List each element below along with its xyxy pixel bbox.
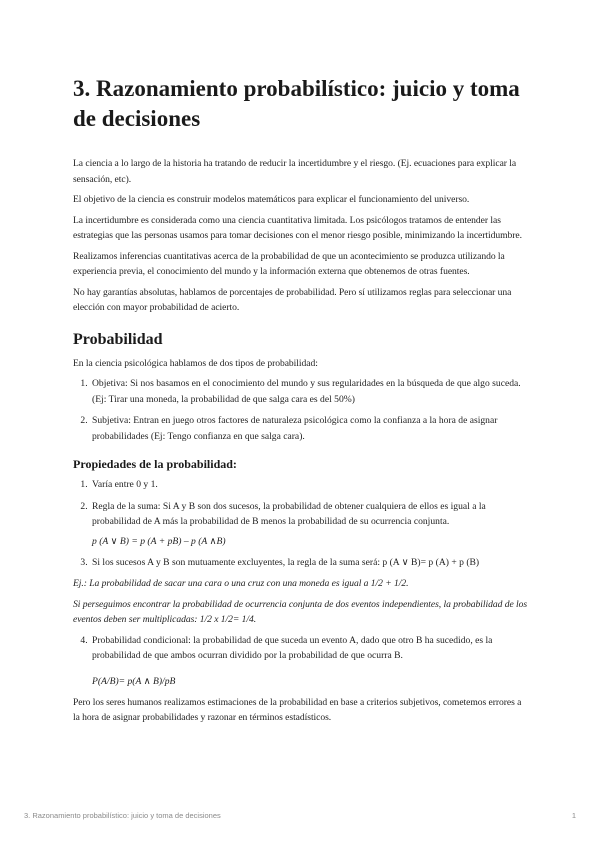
footer-title: 3. Razonamiento probabilístico: juicio y toma de decisiones <box>24 811 221 820</box>
probability-types-list <box>73 376 529 444</box>
list-item <box>90 633 529 689</box>
formula-sum-rule: p (A ∨ B) = p (A + pB) – p (A ∧B) <box>92 535 226 547</box>
intro-paragraph: El objetivo de la ciencia es construir modelos matemáticos para explicar el funcionamiento del universo. <box>73 194 470 205</box>
list-item <box>90 499 529 549</box>
intro-paragraph: La incertidumbre es considerada como una ciencia cuantitativa limitada. Los psicólogos tratamos de entender las estrategias que las personas usamos para tomar decisiones con el menor riesgo posible, minimizando la incertidumbre. <box>73 214 522 241</box>
closing-paragraph: Pero los seres humanos realizamos estimaciones de la probabilidad en base a criterios subjetivos, cometemos errores a la hora de asignar probabilidades y razonar en términos estadísticos. <box>73 696 522 723</box>
list-item-text: Regla de la suma: Si A y B son dos sucesos, la probabilidad de obtener cualquiera de ellos es igual a la probabilidad de A más la probabilidad de B menos la probabilidad de su ocurrencia conjunta. <box>92 500 486 527</box>
list-item: 1. Objetiva: Si nos basamos en el conocimiento del mundo y sus regularidades en la búsqueda de que algo suceda. (Ej: Tirar una moneda, la probabilidad de que salga cara es del 50%) <box>90 376 529 407</box>
intro-paragraph: La ciencia a lo largo de la historia ha tratando de reducir la incertidumbre y el riesgo. (Ej. ecuaciones para explicar la sensación, etc). <box>73 158 517 185</box>
intro-paragraph: Realizamos inferencias cuantitativas acerca de la probabilidad de que un acontecimiento se produzca utilizando la experiencia previa, el conocimiento del mundo y la información externa que obtenemos de otras fuentes. <box>73 250 505 277</box>
list-item-text: Si los sucesos A y B son mutuamente excluyentes, la regla de la suma será: p (A ∨ B)= p (A) + p (B) <box>92 556 480 568</box>
list-item-text: Varía entre 0 y 1. <box>92 479 158 490</box>
example-paragraph: Ej.: La probabilidad de sacar una cara o una cruz con una moneda es igual a 1/2 + 1/2. <box>73 578 409 589</box>
properties-list-continued <box>73 633 529 689</box>
example-paragraph: Si perseguimos encontrar la probabilidad de ocurrencia conjunta de dos eventos independientes, la probabilidad de los eventos deben ser multiplicadas: 1/2 x 1/2= 1/4. <box>73 598 528 625</box>
section-heading-probabilidad: Probabilidad <box>73 330 163 348</box>
list-item: 2. Subjetiva: Entran en juego otros factores de naturaleza psicológica como la confianza a la hora de asignar probabilidades (Ej: Tengo confianza en que salga cara). <box>90 413 529 444</box>
formula-conditional: P(A/B)= p(A ∧ B)/pB <box>92 675 176 687</box>
page-footer <box>24 811 576 820</box>
intro-paragraph: No hay garantías absolutas, hablamos de porcentajes de probabilidad. Pero sí utilizamos reglas para seleccionar una elección con mayor probabilidad de acierto. <box>73 286 512 313</box>
section-lead: En la ciencia psicológica hablamos de dos tipos de probabilidad: <box>73 357 318 369</box>
properties-list <box>73 477 529 570</box>
document-page <box>73 74 529 731</box>
page-title: 3. Razonamiento probabilístico: juicio y toma de decisiones <box>73 76 520 131</box>
subsection-heading-propiedades: Propiedades de la probabilidad: <box>73 457 237 471</box>
page-number: 1 <box>571 811 576 820</box>
list-item <box>90 477 529 493</box>
list-item-text: Probabilidad condicional: la probabilidad de que suceda un evento A, dado que otro B ha sucedido, es la probabilidad de que ambos ocurran dividido por la probabilidad de que ocurra B. <box>92 634 493 661</box>
list-item <box>90 555 529 571</box>
